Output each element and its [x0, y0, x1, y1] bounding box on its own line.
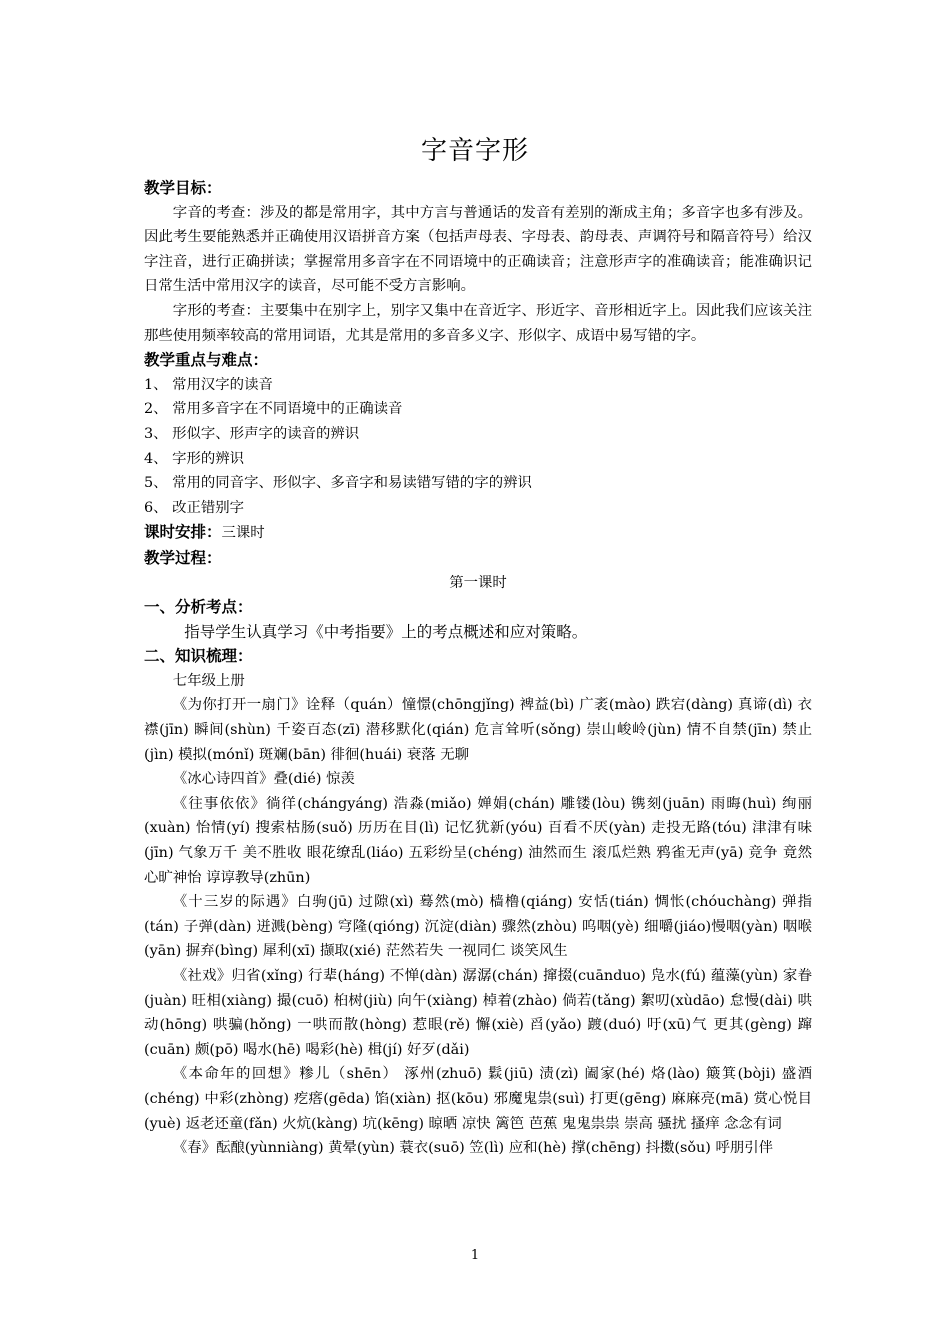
vocab-entry: 《冰心诗四首》叠(dié) 惊羡	[172, 771, 355, 788]
vocab-entry: 《十三岁的际遇》白驹(jū) 过隙(xì) 蓦然(mò) 樯橹(qiáng) 安恬(tián) 惆怅(chóuchàng) 弹指(tán) 子弹(dàn) 迸溅(bèng) 穹隆(qióng) 沉淀(diàn) 骤然(zhòu) 呜咽(yè) 细嚼(jiáo)慢咽(yàn) 咽喉(yān) 摒弃(bìng) 犀利(xī) 撷取(xié) 茫然若失 一视同仁 谈笑风生	[144, 894, 812, 960]
document-body	[144, 176, 812, 1161]
key-item: 6、 改正错别字	[144, 499, 245, 516]
schedule-line	[144, 520, 812, 546]
process-heading: 教学过程：	[144, 548, 222, 567]
key-item: 4、 字形的辨识	[144, 450, 245, 467]
section1-text: 指导学生认真学习《中考指要》上的考点概述和应对策略。	[184, 622, 588, 641]
page-title: 字音字形	[420, 136, 529, 166]
vocab-entry: 《为你打开一扇门》诠释（quán）憧憬(chōngjǐng) 裨益(bì) 广袤(mào) 跌宕(dàng) 真谛(dì) 衣襟(jīn) 瞬间(shùn) 千姿百态(zī) 潜移默化(qián) 危言耸听(sǒng) 崇山峻岭(jùn) 情不自禁(jīn) 禁止(jìn) 模拟(mónǐ) 斑斓(bān) 徘徊(huái) 衰落 无聊	[144, 697, 812, 763]
section2-heading: 二、知识梳理：	[144, 647, 253, 666]
vocab-entry: 《本命年的回想》糁儿（shēn） 涿州(zhuō) 鬏(jiū) 渍(zì) 阖家(hé) 烙(lào) 簸箕(bòji) 盛酒(chéng) 中彩(zhòng) 疙瘩(gēda) 馅(xiàn) 抠(kōu) 邪魔鬼祟(suì) 打更(gēng) 麻麻亮(mā) 赏心悦目(yuè) 返老还童(fǎn) 火炕(kàng) 坑(kēng) 晾晒 凉快 篱笆 芭蕉 鬼鬼祟祟 崇高 骚扰 搔痒 念念有词	[144, 1066, 812, 1132]
vocab-entry: 《往事依依》徜徉(chángyáng) 浩淼(miǎo) 婵娟(chán) 雕镂(lòu) 镌刻(juān) 雨晦(huì) 绚丽(xuàn) 怡情(yí) 搜索枯肠(suǒ) 历历在目(lì) 记忆犹新(yóu) 百看不厌(yàn) 走投无路(tóu) 津津有味(jīn) 气象万千 美不胜收 眼花缭乱(liáo) 五彩纷呈(chéng) 油然而生 滚瓜烂熟 鸦雀无声(yā) 竞争 竟然 心旷神怡 谆谆教导(zhūn)	[144, 795, 812, 886]
vocab-entry: 《春》酝酿(yùnniàng) 黄晕(yùn) 蓑衣(suō) 笠(lì) 应和(hè) 撑(chēng) 抖擞(sǒu) 呼朋引伴	[172, 1140, 774, 1157]
goal-heading: 教学目标：	[144, 179, 222, 197]
key-item: 1、 常用汉字的读音	[144, 376, 273, 393]
schedule-value: 三课时	[221, 525, 265, 542]
goal-paragraph-1: 字音的考查：涉及的都是常用字，其中方言与普通话的发音有差别的渐成主角；多音字也多有涉及。因此考生要能熟悉并正确使用汉语拼音方案（包括声母表、字母表、韵母表、声调符号和隔音符号）给汉字注音，进行正确拼读；掌握常用多音字在不同语境中的正确读音；注意形声字的准确读音；能准确识记日常生活中常用汉字的读音，尽可能不受方言影响。	[144, 204, 812, 295]
key-item: 2、 常用多音字在不同语境中的正确读音	[144, 401, 403, 418]
page-number: 1	[470, 1248, 480, 1263]
grade-label: 七年级上册	[172, 672, 245, 689]
schedule-label: 课时安排：	[144, 523, 222, 542]
section1-heading: 一、分析考点：	[144, 598, 253, 617]
vocab-entry: 《社戏》归省(xǐng) 行辈(háng) 不惮(dàn) 潺潺(chán) 撺掇(cuānduo) 凫水(fú) 蕴藻(yùn) 家眷(juàn) 旺相(xiàng) 撮(cuō) 桕树(jiù) 向午(xiàng) 棹着(zhào) 倘若(tǎng) 絮叨(xùdāo) 怠慢(dài) 哄动(hōng) 哄骗(hǒng) 一哄而散(hòng) 惹眼(rě) 懈(xiè) 舀(yǎo) 踱(duó) 吁(xū)气 更其(gèng) 蹿(cuān) 颇(pō) 喝水(hē) 喝彩(hè) 楫(jí) 好歹(dǎi)	[144, 968, 812, 1058]
key-item: 5、 常用的同音字、形似字、多音字和易读错写错的字的辨识	[144, 475, 532, 492]
lesson-label: 第一课时	[449, 574, 507, 591]
goal-paragraph-2: 字形的考查：主要集中在别字上，别字又集中在音近字、形近字、音形相近字上。因此我们应该关注那些使用频率较高的常用词语，尤其是常用的多音多义字、形似字、成语中易写错的字。	[144, 302, 812, 344]
key-heading: 教学重点与难点：	[144, 351, 269, 370]
key-item: 3、 形似字、形声字的读音的辨识	[144, 425, 360, 442]
